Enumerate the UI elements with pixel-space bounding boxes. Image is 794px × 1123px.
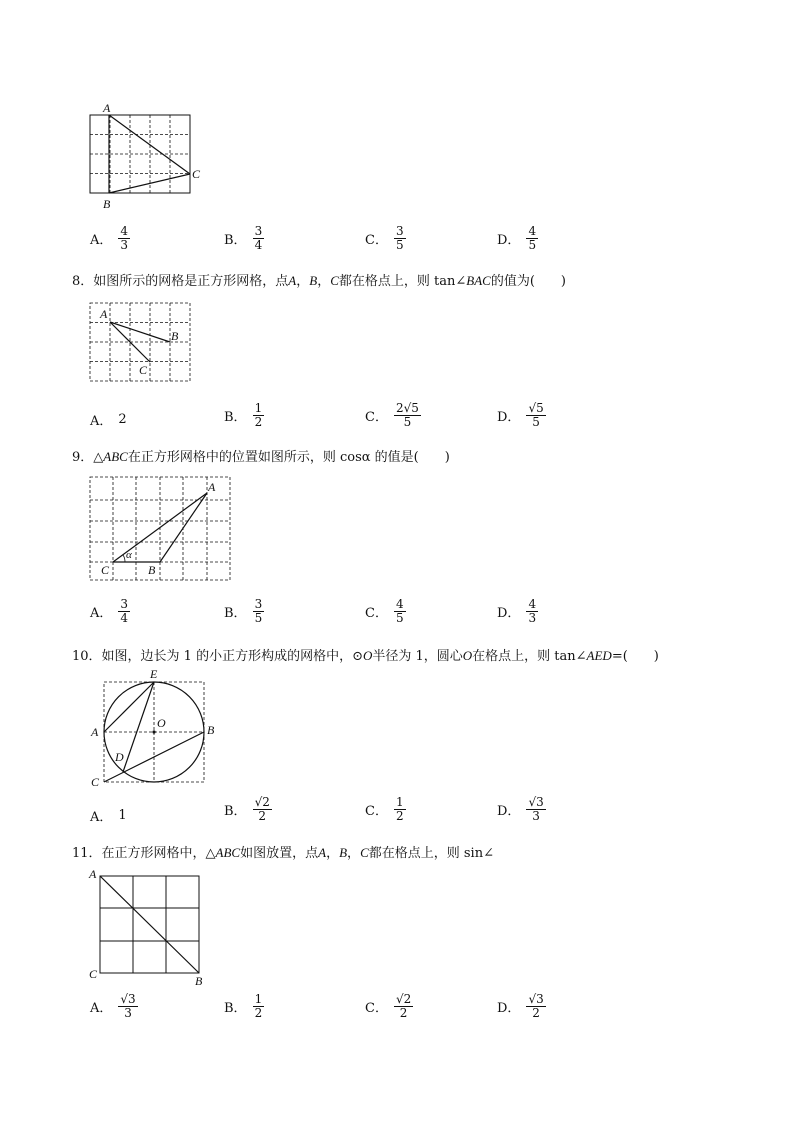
q7-label-a: A [103,101,111,115]
q8-option-b[interactable]: B． $\frac{1}{2}$ [224,401,263,429]
q7-option-c[interactable]: C． $\frac{3}{5}$ [365,224,404,252]
question-11-stem: 11．在正方形网格中，△ABC如图放置，点A，B，C都在格点上，则 sin∠ [72,845,494,861]
q11-label-b: B [195,974,203,988]
q11-label-a: A [89,867,97,881]
q9-option-c[interactable]: C． $\frac{4}{5}$ [365,597,404,625]
q7-figure [80,100,220,215]
question-10-stem: 10．如图，边长为 1 的小正方形构成的网格中，⊙O半径为 1，圆心O在格点上，则 tan∠AED=( ) [72,648,659,664]
q9-figure [80,470,240,585]
q7-label-c: C [192,167,201,181]
q10-option-d[interactable]: D． $\frac{√3}{3}$ [497,795,544,823]
q11-option-a[interactable]: A． $\frac{√3}{3}$ [90,992,136,1020]
q10-label-o: O [157,716,166,730]
q11-figure [85,866,210,988]
q10-label-e: E [150,667,158,681]
q10-option-a[interactable]: A． 1 [90,808,127,825]
q8-option-a[interactable]: A． 2 [90,412,127,429]
q10-option-b[interactable]: B． $\frac{√2}{2}$ [224,795,270,823]
q8-label-c: C [139,363,148,377]
q10-option-c[interactable]: C． $\frac{1}{2}$ [365,795,404,823]
question-8-stem: 8．如图所示的网格是正方形网格，点A，B，C都在格点上，则 tan∠BAC的值为( ) [72,273,566,289]
q9-label-a: A [208,480,216,494]
q11-option-d[interactable]: D． $\frac{√3}{2}$ [497,992,544,1020]
q11-option-b[interactable]: B． $\frac{1}{2}$ [224,992,263,1020]
q7-option-b[interactable]: B． $\frac{3}{4}$ [224,224,263,252]
q9-label-c: C [101,563,110,577]
q11-label-c: C [89,967,98,981]
q8-label-b: B [171,329,179,343]
q8-label-a: A [100,307,108,321]
q8-figure [80,296,210,386]
q10-label-a: A [91,725,99,739]
q8-option-c[interactable]: C． $\frac{2√5}{5}$ [365,401,419,429]
question-9-stem: 9．△ABC在正方形网格中的位置如图所示，则 cosα 的值是( ) [72,449,450,465]
q8-option-d[interactable]: D． $\frac{√5}{5}$ [497,401,544,429]
q7-option-a[interactable]: A． $\frac{4}{3}$ [90,224,129,252]
q9-option-b[interactable]: B． $\frac{3}{5}$ [224,597,263,625]
q11-option-c[interactable]: C． $\frac{√2}{2}$ [365,992,412,1020]
q10-label-c: C [91,775,100,789]
q9-option-a[interactable]: A． $\frac{3}{4}$ [90,597,129,625]
q7-option-d[interactable]: D． $\frac{4}{5}$ [497,224,537,252]
q10-label-d: D [115,750,124,764]
q9-label-b: B [148,563,156,577]
q7-label-b: B [103,197,111,211]
q9-option-d[interactable]: D． $\frac{4}{3}$ [497,597,537,625]
q10-label-b: B [207,723,215,737]
q10-figure [85,668,225,793]
q9-label-alpha: α [126,549,132,561]
